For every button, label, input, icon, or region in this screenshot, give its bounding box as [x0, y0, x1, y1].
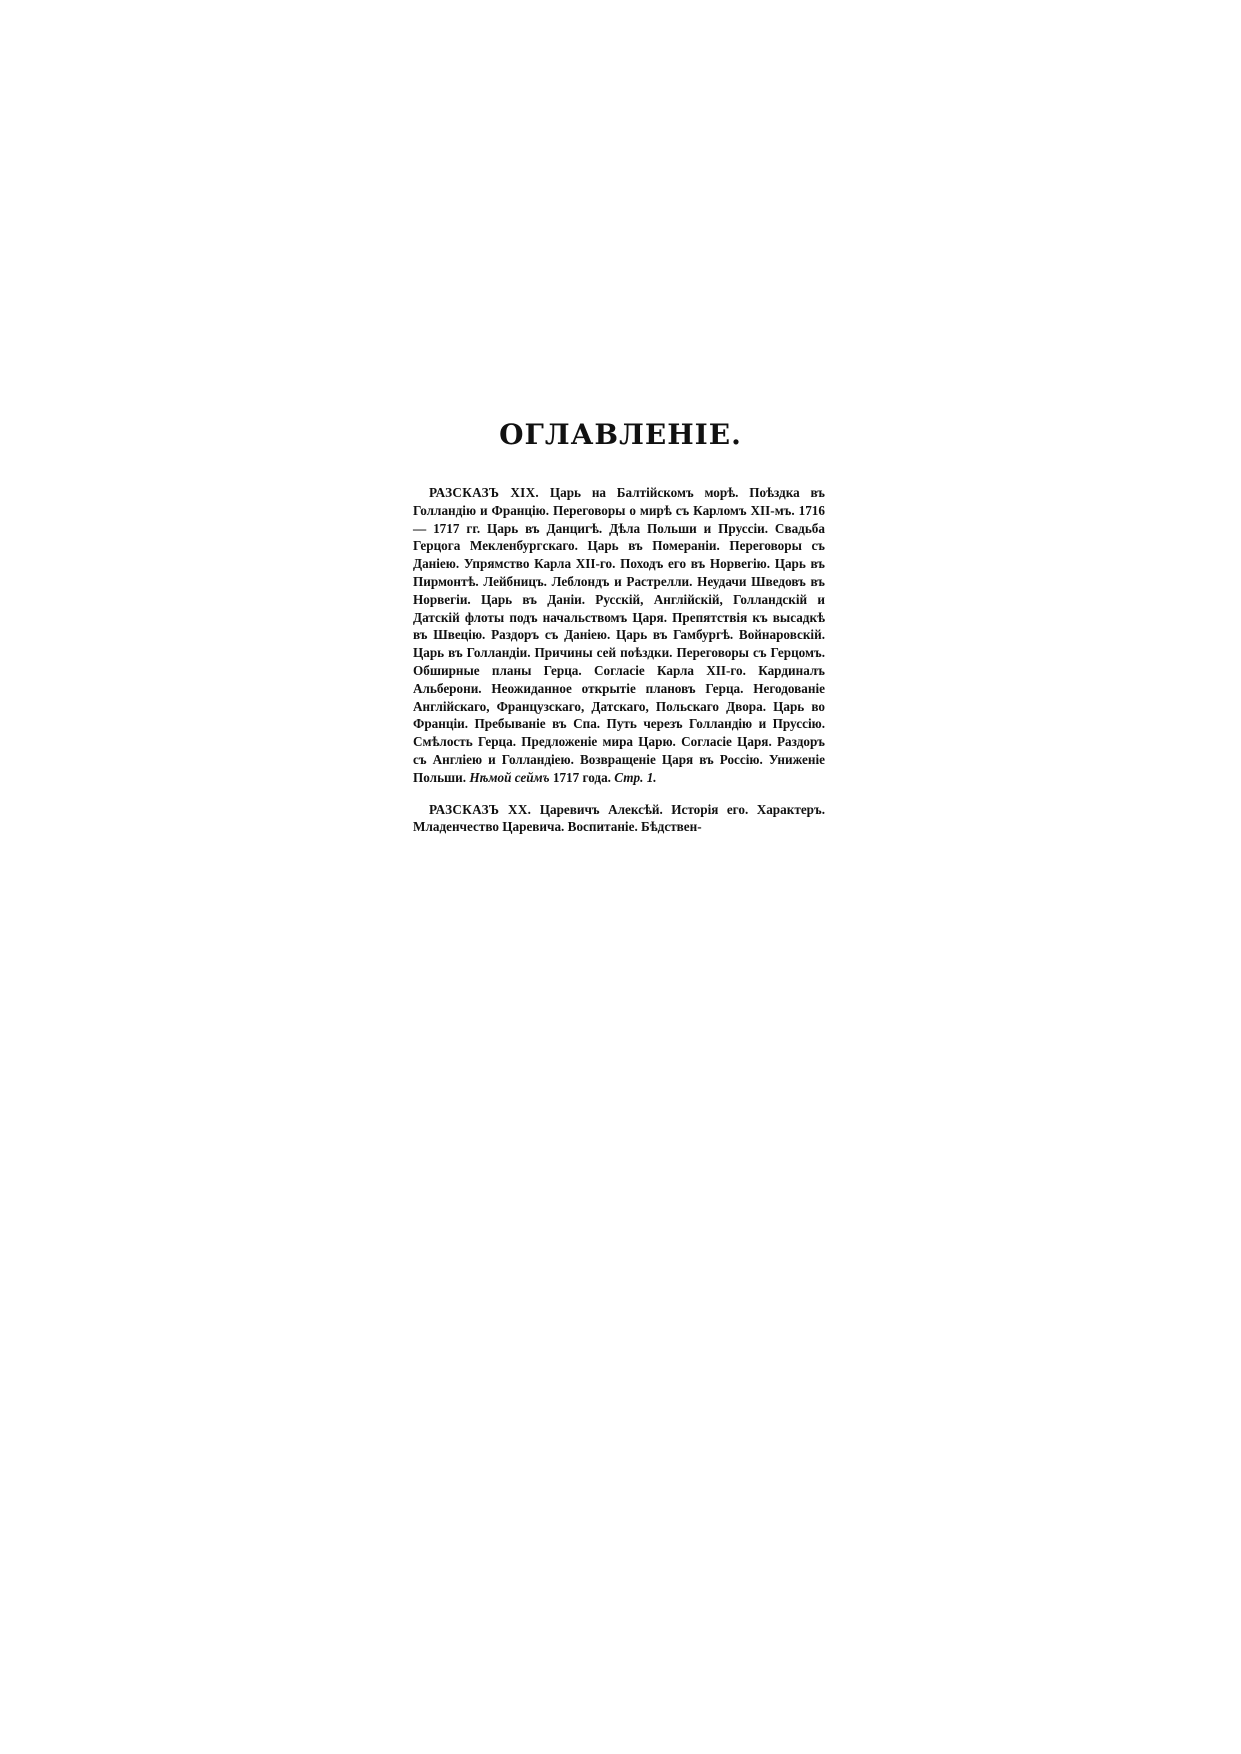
- chapter-summary-tail: 1717 года.: [549, 769, 615, 785]
- chapter-summary: Царь на Балтійскомъ морѣ. Поѣздка въ Голландію и Францію. Переговоры о мирѣ съ Карломъ XII-мъ. 1716 — 1717 гг. Царь въ Данцигѣ. Дѣла Польши и Пруссіи. Свадьба Герцога Мекленбургскаго. Царь въ Помераніи. Переговоры съ Даніею. Упрямство Карла XII-го. Походъ его въ Норвегію. Царь въ Пирмонтѣ. Лейбницъ. Леблондъ и Растрелли. Неудачи Шведовъ въ Норвегіи. Царь въ Даніи. Русскій, Англійскій, Голландскій и Датскій флоты подъ начальствомъ Царя. Препятствія къ высадкѣ въ Швецію. Раздоръ съ Даніею. Царь въ Гамбургѣ. Войнаровскій. Царь въ Голландіи. Причины сей поѣздки. Переговоры съ Герцомъ. Обширные планы Герца. Согласіе Карла XII-го. Кардиналъ Альберони. Неожиданное открытіе плановъ Герца. Негодованіе Англійскаго, Французскаго, Датскаго, Польскаго Двора. Царь во Франціи. Пребываніе въ Спа. Путь черезъ Голландію и Пруссію. Смѣлость Герца. Предложеніе мира Царю. Согласіе Царя. Раздоръ съ Англіею и Голландіею. Возвращеніе Царя въ Россію. Униженіе Польши.: [413, 485, 825, 785]
- toc-entry-chapter-20: [413, 801, 825, 837]
- chapter-summary: Царевичъ Алексѣй. Исторія его. Характеръ. Младенчество Царевича. Воспитаніе. Бѣдствен-: [413, 801, 825, 835]
- table-of-contents: [413, 484, 825, 850]
- page-reference: Стр. 1.: [614, 769, 657, 785]
- chapter-summary-italic: Нѣмой сеймъ: [469, 769, 550, 785]
- chapter-label: РАЗСКАЗЪ XX.: [429, 801, 532, 817]
- toc-entry-chapter-19: [413, 484, 825, 787]
- page-title: ОГЛАВЛЕНІЕ.: [499, 418, 742, 451]
- chapter-label: РАЗСКАЗЪ XIX.: [429, 485, 540, 500]
